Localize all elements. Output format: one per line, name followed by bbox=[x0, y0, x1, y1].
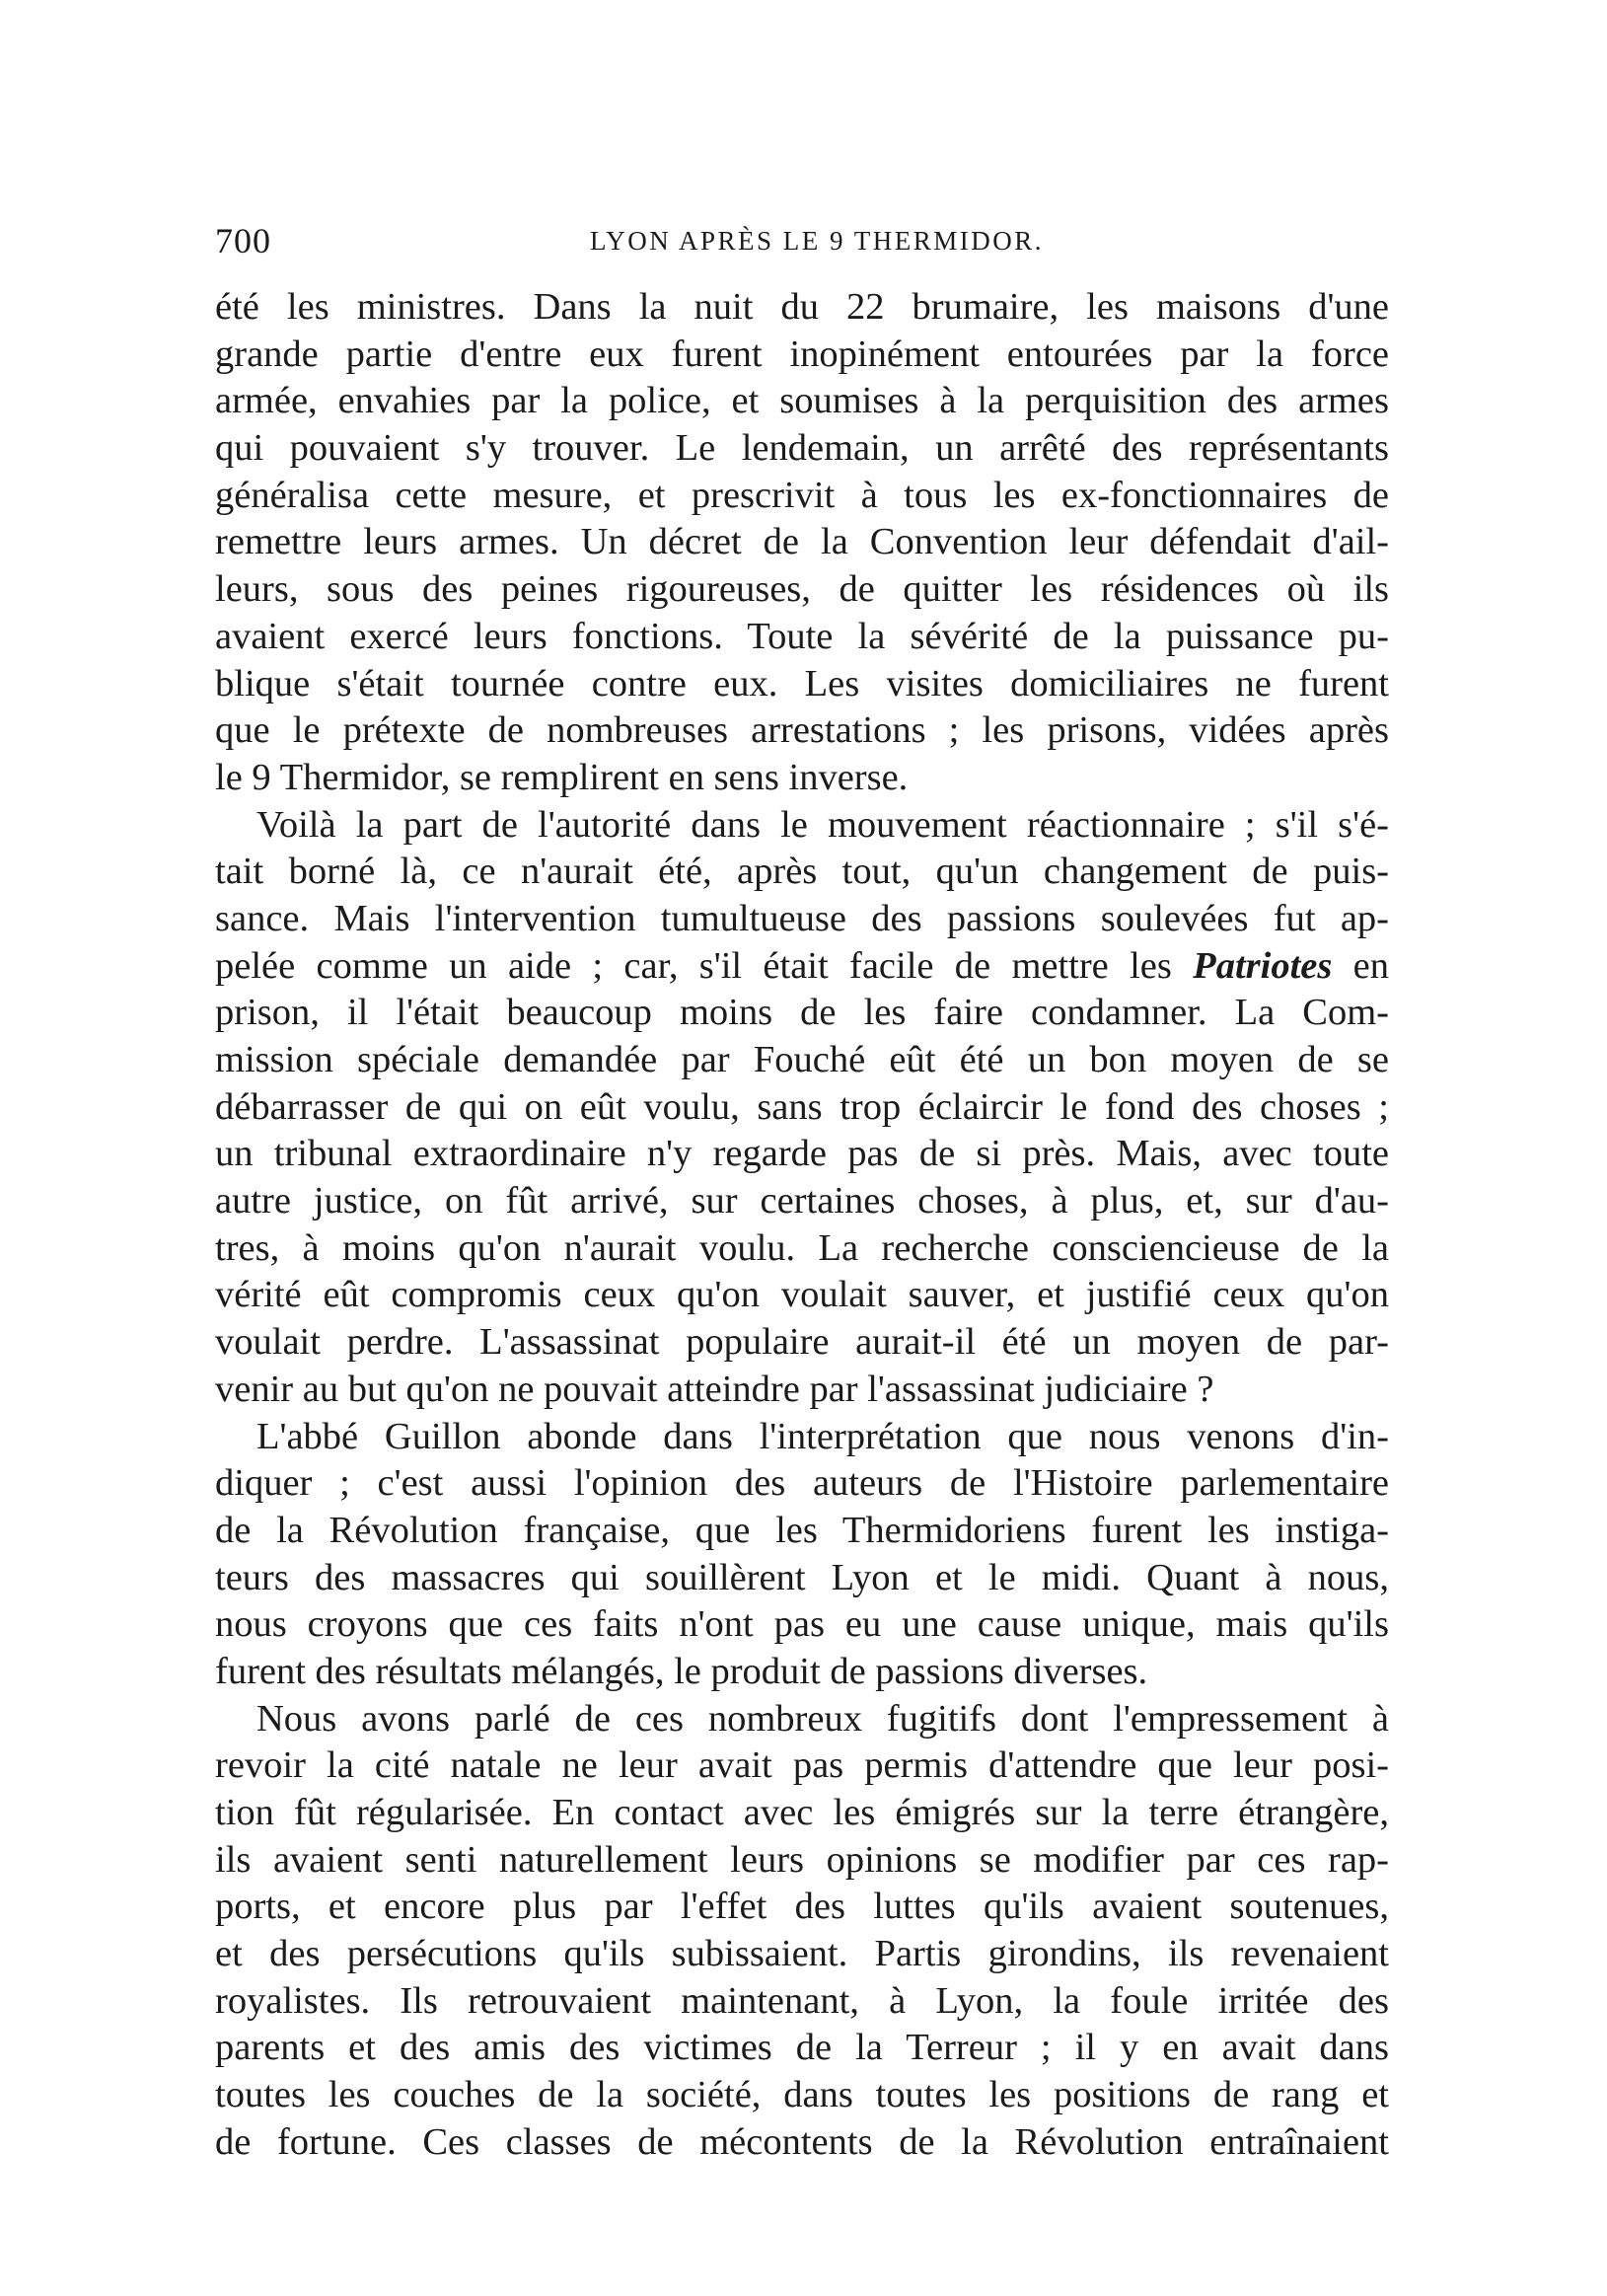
text-line: de la Révolution française, que les Thermidoriens furent les instiga- bbox=[215, 1509, 1389, 1551]
italic-term: Patriotes bbox=[1193, 944, 1333, 987]
running-title: LYON APRÈS LE 9 THERMIDOR. bbox=[589, 226, 1045, 256]
body-text bbox=[215, 284, 1389, 2167]
text-fragment: pelée comme un aide ; car, s'il était facile de mettre les bbox=[215, 944, 1194, 987]
text-line: qui pouvaient s'y trouver. Le lendemain, un arrêté des représentants bbox=[215, 427, 1389, 470]
text-line: venir au but qu'on ne pouvait atteindre par l'assassinat judiciaire ? bbox=[215, 1368, 1214, 1410]
text-line: été les ministres. Dans la nuit du 22 brumaire, les maisons d'une bbox=[215, 286, 1389, 328]
text-line: voulait perdre. L'assassinat populaire aurait-il été un moyen de par- bbox=[215, 1321, 1389, 1364]
text-line: débarrasser de qui on eût voulu, sans trop éclaircir le fond des choses ; bbox=[215, 1085, 1389, 1128]
text-line: tait borné là, ce n'aurait été, après tout, qu'un changement de puis- bbox=[215, 851, 1389, 893]
text-line: mission spéciale demandée par Fouché eût été un bon moyen de se bbox=[215, 1039, 1389, 1080]
text-line: vérité eût compromis ceux qu'on voulait sauver, et justifié ceux qu'on bbox=[215, 1274, 1389, 1316]
text-line: teurs des massacres qui souillèrent Lyon et le midi. Quant à nous, bbox=[215, 1556, 1389, 1598]
paragraph-1 bbox=[215, 284, 1389, 802]
text-line: et des persécutions qu'ils subissaient. Partis girondins, ils revenaient bbox=[215, 1933, 1389, 1975]
text-line: tion fût régularisée. En contact avec les émigrés sur la terre étrangère, bbox=[215, 1792, 1389, 1833]
text-line: Nous avons parlé de ces nombreux fugitifs dont l'empressement à bbox=[256, 1697, 1389, 1740]
text-line: L'abbé Guillon abonde dans l'interprétation que nous venons d'in- bbox=[256, 1415, 1389, 1457]
text-line: Voilà la part de l'autorité dans le mouvement réactionnaire ; s'il s'é- bbox=[256, 803, 1389, 846]
text-line: armée, envahies par la police, et soumises à la perquisition des armes bbox=[215, 380, 1389, 422]
text-line: prison, il l'était beaucoup moins de les faire condamner. La Com- bbox=[215, 992, 1389, 1034]
text-fragment: en bbox=[1332, 944, 1389, 987]
text-line-with-italic bbox=[215, 943, 1389, 991]
paragraph-4 bbox=[215, 1696, 1389, 2167]
text-line: remettre leurs armes. Un décret de la Convention leur défendait d'ail- bbox=[215, 521, 1389, 563]
paragraph-3 bbox=[215, 1414, 1389, 1696]
text-line: sance. Mais l'intervention tumultueuse des passions soulevées fut ap- bbox=[215, 897, 1389, 939]
text-line: diquer ; c'est aussi l'opinion des auteurs de l'Histoire parlementaire bbox=[215, 1462, 1389, 1505]
text-line: toutes les couches de la société, dans toutes les positions de rang et bbox=[215, 2074, 1389, 2116]
text-line: grande partie d'entre eux furent inopinément entourées par la force bbox=[215, 333, 1389, 375]
text-line: ports, et encore plus par l'effet des luttes qu'ils avaient soutenues, bbox=[215, 1886, 1389, 1928]
text-line: parents et des amis des victimes de la Terreur ; il y en avait dans bbox=[215, 2027, 1389, 2069]
paragraph-2 bbox=[215, 802, 1389, 1414]
text-line: nous croyons que ces faits n'ont pas eu une cause unique, mais qu'ils bbox=[215, 1603, 1389, 1646]
page-header bbox=[215, 220, 1389, 271]
text-line: furent des résultats mélangés, le produit de passions diverses. bbox=[215, 1650, 1148, 1692]
text-line: le 9 Thermidor, se remplirent en sens inverse. bbox=[215, 756, 909, 798]
text-line: blique s'était tournée contre eux. Les visites domiciliaires ne furent bbox=[215, 662, 1389, 704]
text-line: royalistes. Ils retrouvaient maintenant, à Lyon, la foule irritée des bbox=[215, 1979, 1389, 2022]
text-line: ils avaient senti naturellement leurs opinions se modifier par ces rap- bbox=[215, 1838, 1389, 1881]
text-line: autre justice, on fût arrivé, sur certaines choses, à plus, et, sur d'au- bbox=[215, 1180, 1389, 1222]
text-line: généralisa cette mesure, et prescrivit à tous les ex-fonctionnaires de bbox=[215, 474, 1389, 516]
text-line: tres, à moins qu'on n'aurait voulu. La recherche consciencieuse de la bbox=[215, 1226, 1389, 1269]
text-line: de fortune. Ces classes de mécontents de la Révolution entraînaient bbox=[215, 2120, 1389, 2163]
page-number: 700 bbox=[215, 221, 271, 260]
text-line: revoir la cité natale ne leur avait pas permis d'attendre que leur posi- bbox=[215, 1744, 1389, 1787]
text-line: avaient exercé leurs fonctions. Toute la sévérité de la puissance pu- bbox=[215, 615, 1389, 657]
text-line: leurs, sous des peines rigoureuses, de quitter les résidences où ils bbox=[215, 568, 1389, 611]
text-line: un tribunal extraordinaire n'y regarde pas de si près. Mais, avec toute bbox=[215, 1133, 1389, 1175]
text-line: que le prétexte de nombreuses arrestations ; les prisons, vidées après bbox=[215, 709, 1389, 752]
